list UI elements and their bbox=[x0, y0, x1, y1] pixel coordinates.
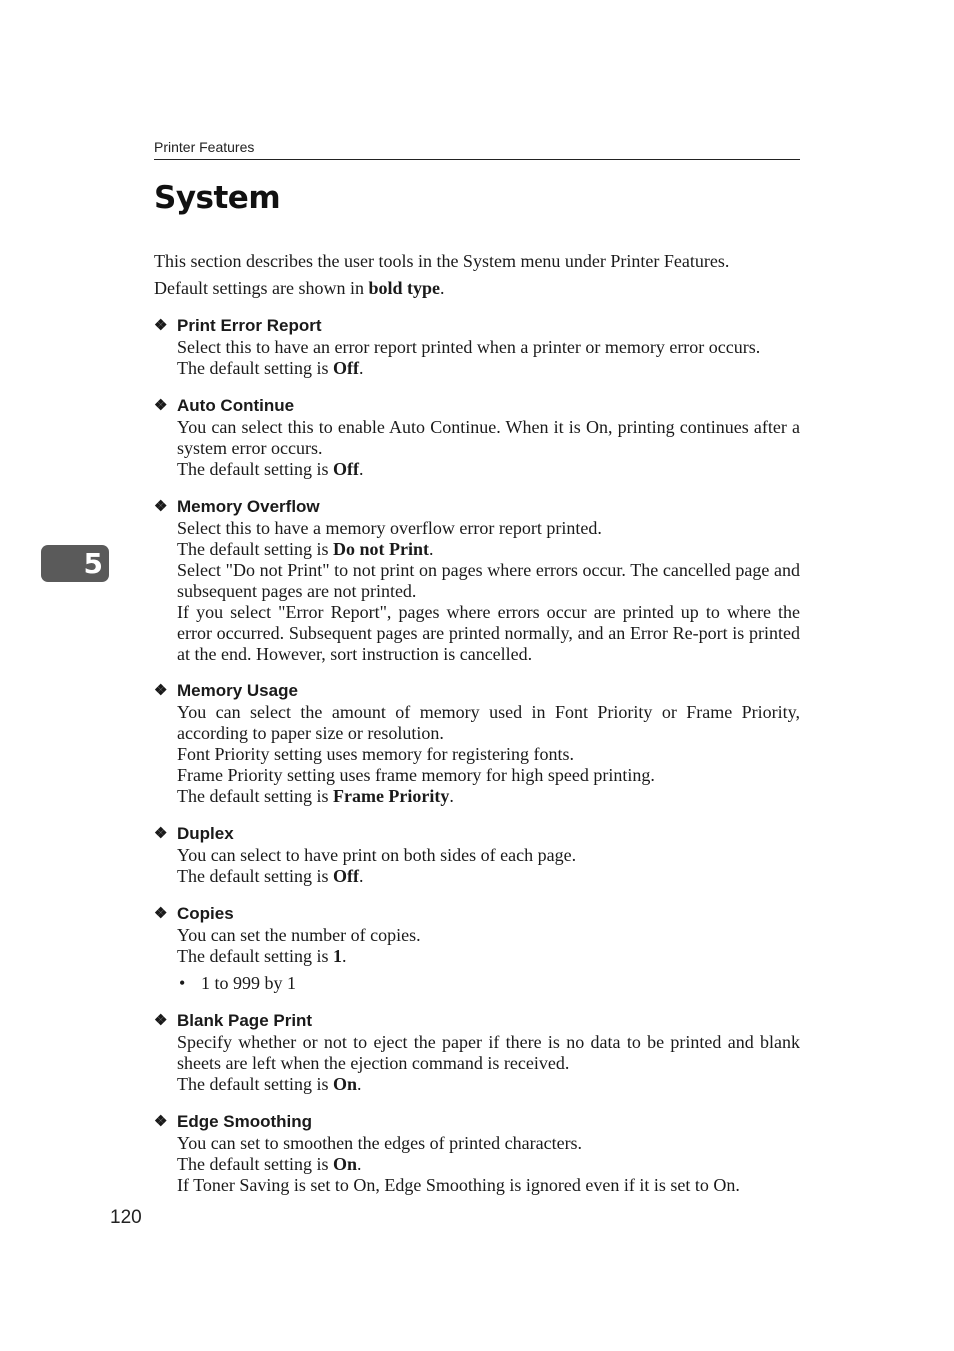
default-setting: The default setting is Off. bbox=[177, 866, 364, 886]
default-setting: The default setting is Do not Print. bbox=[177, 539, 434, 559]
section-heading: ❖ Memory Overflow bbox=[154, 497, 320, 516]
section-edge-smoothing bbox=[154, 1110, 800, 1196]
section-heading: ❖ Edge Smoothing bbox=[154, 1112, 313, 1131]
default-setting: The default setting is Frame Priority. bbox=[177, 786, 454, 806]
diamond-bullet-icon: ❖ bbox=[154, 397, 168, 414]
section-body: You can select the amount of memory used in Font Priority or Frame Priority, according to paper size or resolution. Font Priority setting uses memory for registering fonts. Frame Priority setting uses frame memory for high speed printing. The default setting is Frame Priority. bbox=[177, 702, 800, 806]
diamond-bullet-icon: ❖ bbox=[154, 498, 168, 515]
page-title: System bbox=[154, 180, 281, 216]
section-heading: ❖ Auto Continue bbox=[154, 396, 295, 415]
section-body: Specify whether or not to eject the paper if there is no data to be printed and blank sheets are left when the ejection command is received. The default setting is On. bbox=[177, 1032, 800, 1094]
diamond-bullet-icon: ❖ bbox=[154, 905, 168, 922]
section-body: You can select to have print on both sides of each page. The default setting is Off. bbox=[177, 845, 800, 887]
section-heading: ❖ Copies bbox=[154, 904, 234, 923]
intro bbox=[154, 248, 800, 302]
list-item: • 1 to 999 by 1 bbox=[179, 973, 297, 993]
chapter-tab: 5 bbox=[41, 545, 109, 582]
diamond-bullet-icon: ❖ bbox=[154, 682, 168, 699]
default-setting: The default setting is Off. bbox=[177, 358, 364, 378]
section-body: You can set to smoothen the edges of printed characters. The default setting is On. If Toner Saving is set to On, Edge Smoothing is ignored even if it is set to On. bbox=[177, 1133, 800, 1196]
diamond-bullet-icon: ❖ bbox=[154, 1012, 168, 1029]
section-body: You can select this to enable Auto Continue. When it is On, printing continues after a system error occurs. The default setting is Off. bbox=[177, 417, 800, 479]
page-number: 120 bbox=[110, 1207, 142, 1228]
default-setting: The default setting is Off. bbox=[177, 459, 364, 479]
section-blank-page-print bbox=[154, 1009, 800, 1095]
section-heading: ❖ Blank Page Print bbox=[154, 1011, 313, 1030]
section-memory-overflow bbox=[154, 495, 800, 665]
intro-line: This section describes the user tools in the System menu under Printer Features. bbox=[154, 251, 730, 271]
intro-line: Default settings are shown in bold type. bbox=[154, 278, 445, 298]
section-body: You can set the number of copies. The default setting is 1. • 1 to 999 by 1 bbox=[177, 925, 800, 994]
section-memory-usage bbox=[154, 679, 800, 807]
section-auto-continue bbox=[154, 394, 800, 480]
header-rule bbox=[154, 159, 800, 160]
section-copies bbox=[154, 902, 800, 994]
section-body: Select this to have a memory overflow error report printed. The default setting is Do not Print. Select "Do not Print" to not print on pages where errors occur. The cancelled page and subsequent pages are not printed. If you select "Error Report", pages where errors occur are printed up to where the error occurred. Subsequent pages are printed normally, and an Error Re-port is printed at the end. However, sort instruction is cancelled. bbox=[177, 518, 800, 664]
section-duplex bbox=[154, 822, 800, 887]
diamond-bullet-icon: ❖ bbox=[154, 825, 168, 842]
default-setting: The default setting is On. bbox=[177, 1074, 362, 1094]
section-print-error-report bbox=[154, 314, 800, 379]
default-setting: The default setting is On. bbox=[177, 1154, 362, 1174]
running-header: Printer Features bbox=[154, 139, 255, 155]
diamond-bullet-icon: ❖ bbox=[154, 1113, 168, 1130]
diamond-bullet-icon: ❖ bbox=[154, 317, 168, 334]
bullet-dot-icon: • bbox=[179, 973, 186, 993]
section-heading: ❖ Memory Usage bbox=[154, 681, 298, 700]
section-body: Select this to have an error report printed when a printer or memory error occurs. The default setting is Off. bbox=[177, 337, 800, 379]
default-setting: The default setting is 1. bbox=[177, 946, 347, 966]
section-heading: ❖ Duplex bbox=[154, 824, 234, 843]
section-heading: ❖ Print Error Report bbox=[154, 316, 322, 335]
